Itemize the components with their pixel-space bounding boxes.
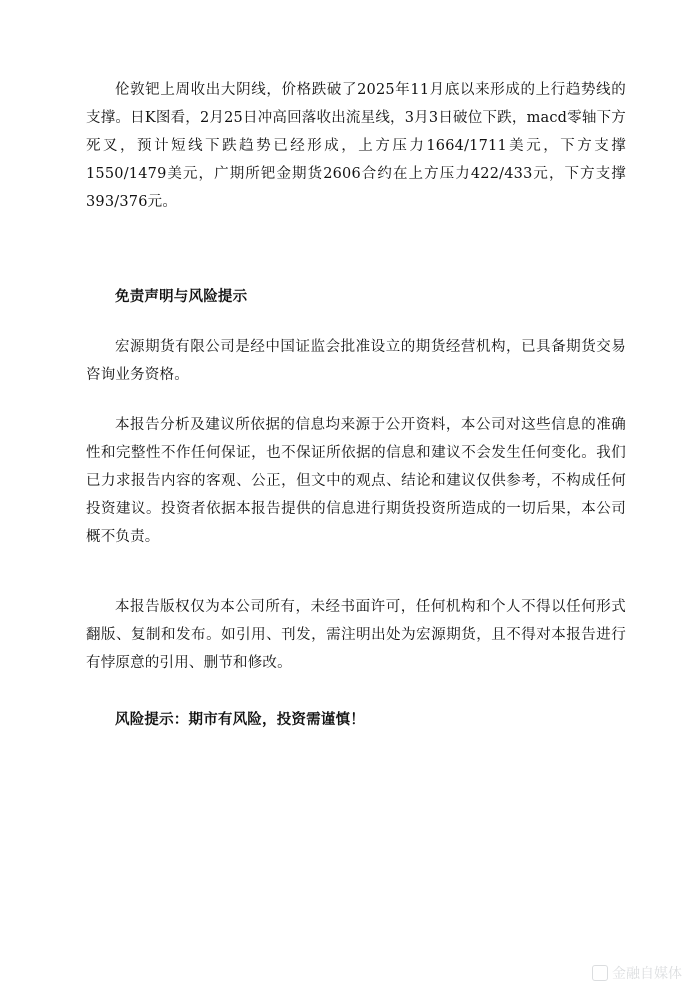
risk-warning: 风险提示：期市有风险，投资需谨慎！ [115,711,365,728]
company-statement-paragraph: 宏源期货有限公司是经中国证监会批准设立的期货经营机构，已具备期货交易咨询业务资格。 [86,339,626,383]
watermark-text: 金融自媒体 [612,966,682,982]
copyright-paragraph: 本报告版权仅为本公司所有，未经书面许可，任何机构和个人不得以任何形式翻版、复制和发布。如引用、刊发，需注明出处为宏源期货，且不得对本报告进行有悖原意的引用、删节和修改。 [86,599,626,671]
information-basis-paragraph: 本报告分析及建议所依据的信息均来源于公开资料，本公司对这些信息的准确性和完整性不作任何保证，也不保证所依据的信息和建议不会发生任何变化。我们已力求报告内容的客观、公正，但文中的观点、结论和建议仅供参考，不构成任何投资建议。投资者依据本报告提供的信息进行期货投资所造成的一切后果，本公司概不负责。 [86,417,626,545]
market-analysis-paragraph: 伦敦钯上周收出大阴线，价格跌破了2025年11月底以来形成的上行趋势线的支撑。日K图看，2月25日冲高回落收出流星线，3月3日破位下跌，macd零轴下方死叉，预计短线下跌趋势已经形成，上方压力1664/1711美元，下方支撑1550/1479美元，广期所钯金期货2606合约在上方压力422/433元，下方支撑393/376元。 [86,82,626,210]
disclaimer-heading: 免责声明与风险提示 [115,288,248,305]
watermark [592,963,682,983]
square-logo-icon [592,965,608,981]
